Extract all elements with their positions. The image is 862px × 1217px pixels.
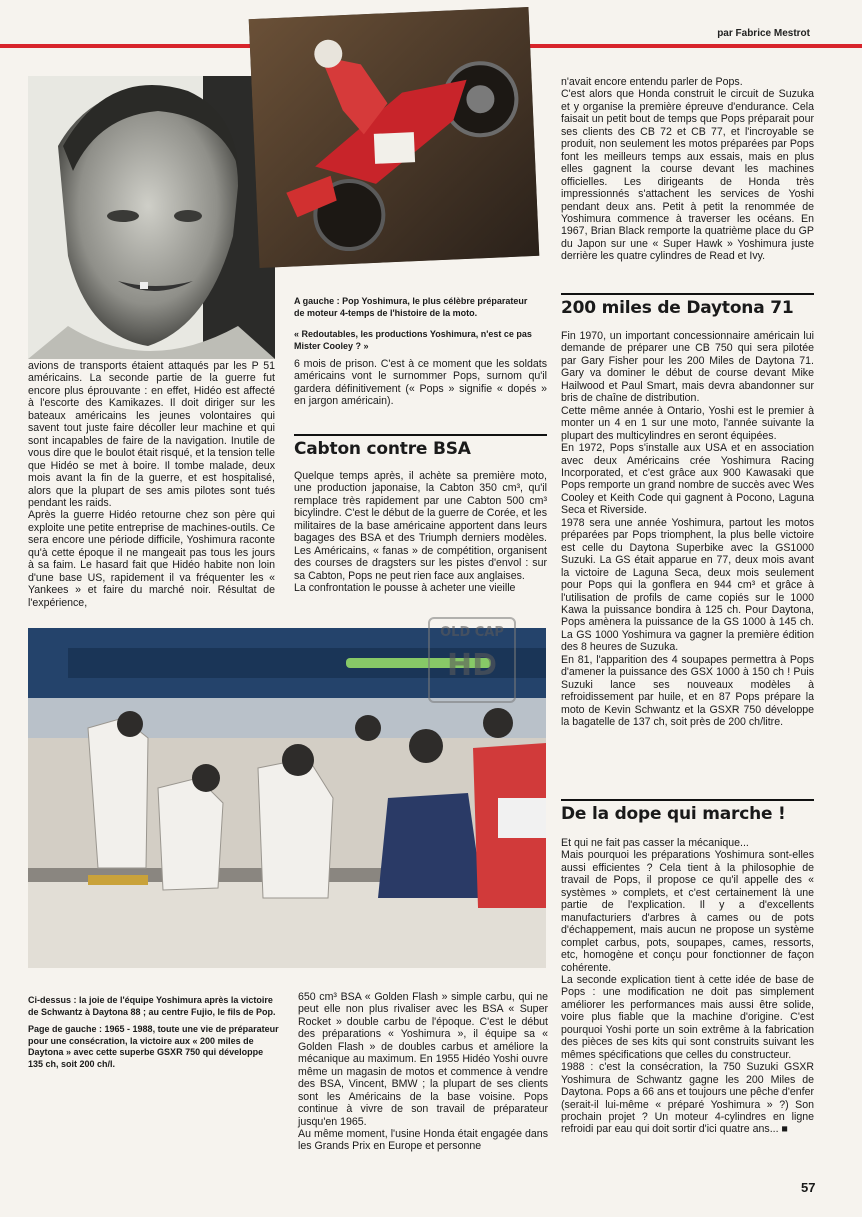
column3-top-text xyxy=(561,76,814,263)
facing-page-caption: Page de gauche : 1965 - 1988, toute une vie de préparateur pour une consécration, la victoire aux « 200 miles de Daytona » avec cette superbe GSXR 750 qui développe 135 ch, soit 200 ch/l. xyxy=(28,1024,279,1069)
watermark-top: OLD CAP xyxy=(440,625,504,640)
col2-paragraph: 650 cm³ BSA « Golden Flash » simple carbu, qui ne peut elle non plus rivaliser avec les BSA « Super Rocket » double carbu de l'époque. C'est le début des préparations « Yoshimura », il équipe sa « Golden Flash » de doubles carbus et améliore la mécanique au maximum. En 1955 Hidéo Yoshi ouvre même un magasin de motos et commence à vendre des BSA, Vincent, BMW ; la plupart de ses clients sont les Américains de la base voisine. Pops continue à vivre de son travail de préparateur jusqu'en 1965. xyxy=(298,991,548,1128)
col2-paragraph: La confrontation le pousse à acheter une vieille xyxy=(294,582,516,595)
col2-paragraph: Quelque temps après, il achète sa première moto, une production japonaise, la Cabton 350 cm³, qu'il remplace très rapidement par une Cabton 500 cm³ bicylindre. C'est le début de la guerre de Corée, et les militaires de la base américaine apportent dans leurs bagages des BSA et des Triumph derniers modèles. Les Américains, « fanas » de compétition, organisent des courses de dragsters sur les pistes d'envol : sur sa Cabton, Pops ne peut rien face aux anglaises. xyxy=(294,470,547,582)
page-number: 57 xyxy=(801,1180,816,1195)
column3-dope-text xyxy=(561,837,814,1136)
col3-paragraph: En 81, l'apparition des 4 soupapes permettra à Pops d'amener la puissance des GSX 1000 à 150 ch ! Puis Suzuki lance ses nouveaux modèles à refroidissement par huile, et en 87 Pops prépare la moto de Kevin Schwantz et la GSXR 750 développe la bagatelle de 137 ch, soit près de 200 ch/litre. xyxy=(561,653,814,729)
top-rule-left xyxy=(0,44,258,48)
col3-paragraph: C'est alors que Honda construit le circuit de Suzuka et y organise la première épreuve d'endurance. Cela faisait un petit bout de temps que Pops préparait pour ses clients des CB 72 et CB 77, et l'incroyable se produit, non seulement les motos préparées par Pops font les meilleurs temps aux essais, mais en plus elles gagnent la course devant les machines officielles. Les dirigeants de Honda très impressionnés s'attachent les services de Yoshi pendant deux ans. Petit à petit la renommée de Yoshimura commence à traverser les océans. En 1967, Brian Black remporte la quatrième place du GP du Japon sur une « Super Hawk » Yoshimura juste derrière les quatre cylindres de Read et Ivy. xyxy=(561,88,814,263)
team-photo-caption: Ci-dessus : la joie de l'équipe Yoshimura après la victoire de Schwantz à Daytona 88 ; au centre Fujio, le fils de Pop. xyxy=(28,995,276,1017)
column3-daytona-text xyxy=(561,330,814,729)
col3-paragraph: Mais pourquoi les préparations Yoshimura sont-elles aussi efficientes ? Cela tient à la philosophie de travail de Pops, il propose ce qu'il appelle des « systèmes » complets, et c'est certainement là une partie de l'explication. Il y a d'excellents manufacturiers d'arbres à cames ou de pots d'échappement, mais aucun ne propose un système complet carbus, pots, soupapes, cames, ressorts, etc, homogène et conçu pour fonctionner de façon cohérente. xyxy=(561,849,814,974)
col3-paragraph: En 1972, Pops s'installe aux USA et en association avec deux Américains crée Yoshimura Racing Incorporated, et c'est grâce aux 900 Kawasaki que Pops remporte un grand nombre de succès avec Wes Cooley et Keith Code qui gagnent à Pocono, Laguna Seca et Riverside. xyxy=(561,442,815,517)
top-rule-right xyxy=(504,44,862,48)
column1-top-text xyxy=(28,360,275,609)
bottom-captions xyxy=(28,995,280,1076)
heading-cabton: Cabton contre BSA xyxy=(294,434,547,460)
col3-paragraph: La seconde explication tient à cette idée de base de Pops : une modification ne doit pas simplement améliorer les performances mais aussi être solide, voire plus fiable que la machine d'origine. C'est pourquoi Yoshi porte un soin extrême à la fabrication des pièces de ses kits qui sont construits suivant les mêmes spécifications que celles du constructeur. xyxy=(561,973,814,1061)
race-photo-caption xyxy=(294,296,534,358)
heading-daytona: 200 miles de Daytona 71 xyxy=(561,293,814,319)
heading-dope: De la dope qui marche ! xyxy=(561,799,814,825)
col2-paragraph: 6 mois de prison. C'est à ce moment que les soldats américains vont le surnommer Pops, surnom qu'il gardera définitivement (« Pops » signifie « dopés » en jargon américain). xyxy=(294,358,547,408)
col3-paragraph: Fin 1970, un important concessionnaire américain lui demande de préparer une CB 750 qui sera pilotée par Gary Fisher pour les 200 Miles de Daytona 71. Gary va dominer le début de course devant Mike Hailwood et Paul Smart, mais devra abandonner sur bris de chaîne de distribution. xyxy=(561,330,814,405)
col3-paragraph: 1988 : c'est la consécration, la 750 Suzuki GSXR Yoshimura de Schwantz gagne les 200 Miles de Daytona. Pops a 66 ans et toujours une pêche d'enfer (serait-il lui-même « préparé Yoshimura » ?) Son prochain projet ? Un moteur 4-cylindres en ligne refroidi par eau qui doit sortir d'ici quatre ans... ■ xyxy=(561,1061,814,1136)
race-caption-line1: A gauche : Pop Yoshimura, le plus célèbre préparateur de moteur 4-temps de l'histoire de la moto. xyxy=(294,296,528,318)
column2-top-text xyxy=(294,358,547,408)
col3-paragraph: Cette même année à Ontario, Yoshi est le premier à monter un 4 en 1 sur une moto, l'année suivante la plupart des multicylindres en seront équipées. xyxy=(561,404,814,442)
col1-paragraph: Après la guerre Hidéo retourne chez son père qui exploite une petite entreprise de machines-outils. Ce sera encore une période difficile, Yoshimura raconte qu'à cette époque il ne mangeait pas tous les jours à sa faim. Le hasard fait que Hidéo habite non loin d'une base US, rapidement il va fréquenter les « Yankees » et faire du marché noir. Résultat de l'expérience, xyxy=(28,509,275,609)
watermark-bottom: HD xyxy=(446,648,497,683)
watermark xyxy=(428,617,516,703)
col3-paragraph: Et qui ne fait pas casser la mécanique... xyxy=(561,837,749,849)
column2-cabton-text xyxy=(294,470,547,595)
column2-bottom-text xyxy=(298,991,548,1153)
col3-paragraph: n'avait encore entendu parler de Pops. xyxy=(561,76,743,88)
race-caption-line2: « Redoutables, les productions Yoshimura, n'est ce pas Mister Cooley ? » xyxy=(294,329,532,351)
col1-paragraph: avions de transports étaient attaqués par les P 51 américains. La seconde partie de la guerre fut encore plus éprouvante : en effet, Hidéo est affecté à l'escorte des Kamikazes. Il doit diriger sur les bateaux américains les jeunes volontaires qui savent tout juste faire décoller leur machine et qui sont incapables de faire de la navigation. Inutile de vous dire que le boulot était risqué, et la tension telle que Hidéo se met à boire. Il tombe malade, deux mois avant la fin de la guerre, et est hospitalisé, alors que la plupart de ses amis pilotes sont tués pendant les raids. xyxy=(28,360,275,509)
race-photo xyxy=(249,7,540,268)
col2-paragraph: Au même moment, l'usine Honda était engagée dans les Grands Prix en Europe et personne xyxy=(298,1127,548,1153)
col3-paragraph: 1978 sera une année Yoshimura, partout les motos préparées par Pops triomphent, la plus belle victoire est celle du Daytona Superbike avec la GS1000 Suzuki. La GS était apparue en 77, deux mois avant la victoire de Laguna Seca, deux mois seulement pour Pops qui la gonflera en 944 cm³ et grâce à l'utilisation de profils de came copiés sur le 1000 Kawa la puissance bondira à 125 ch. Pour Daytona, Pops amènera la puissance de la GS 1000 à 145 ch. La GS 1000 Yoshimura va gagner la première édition des 8 heures de Suzuka. xyxy=(561,516,814,654)
byline: par Fabrice Mestrot xyxy=(717,28,810,39)
portrait-photo xyxy=(28,76,275,359)
